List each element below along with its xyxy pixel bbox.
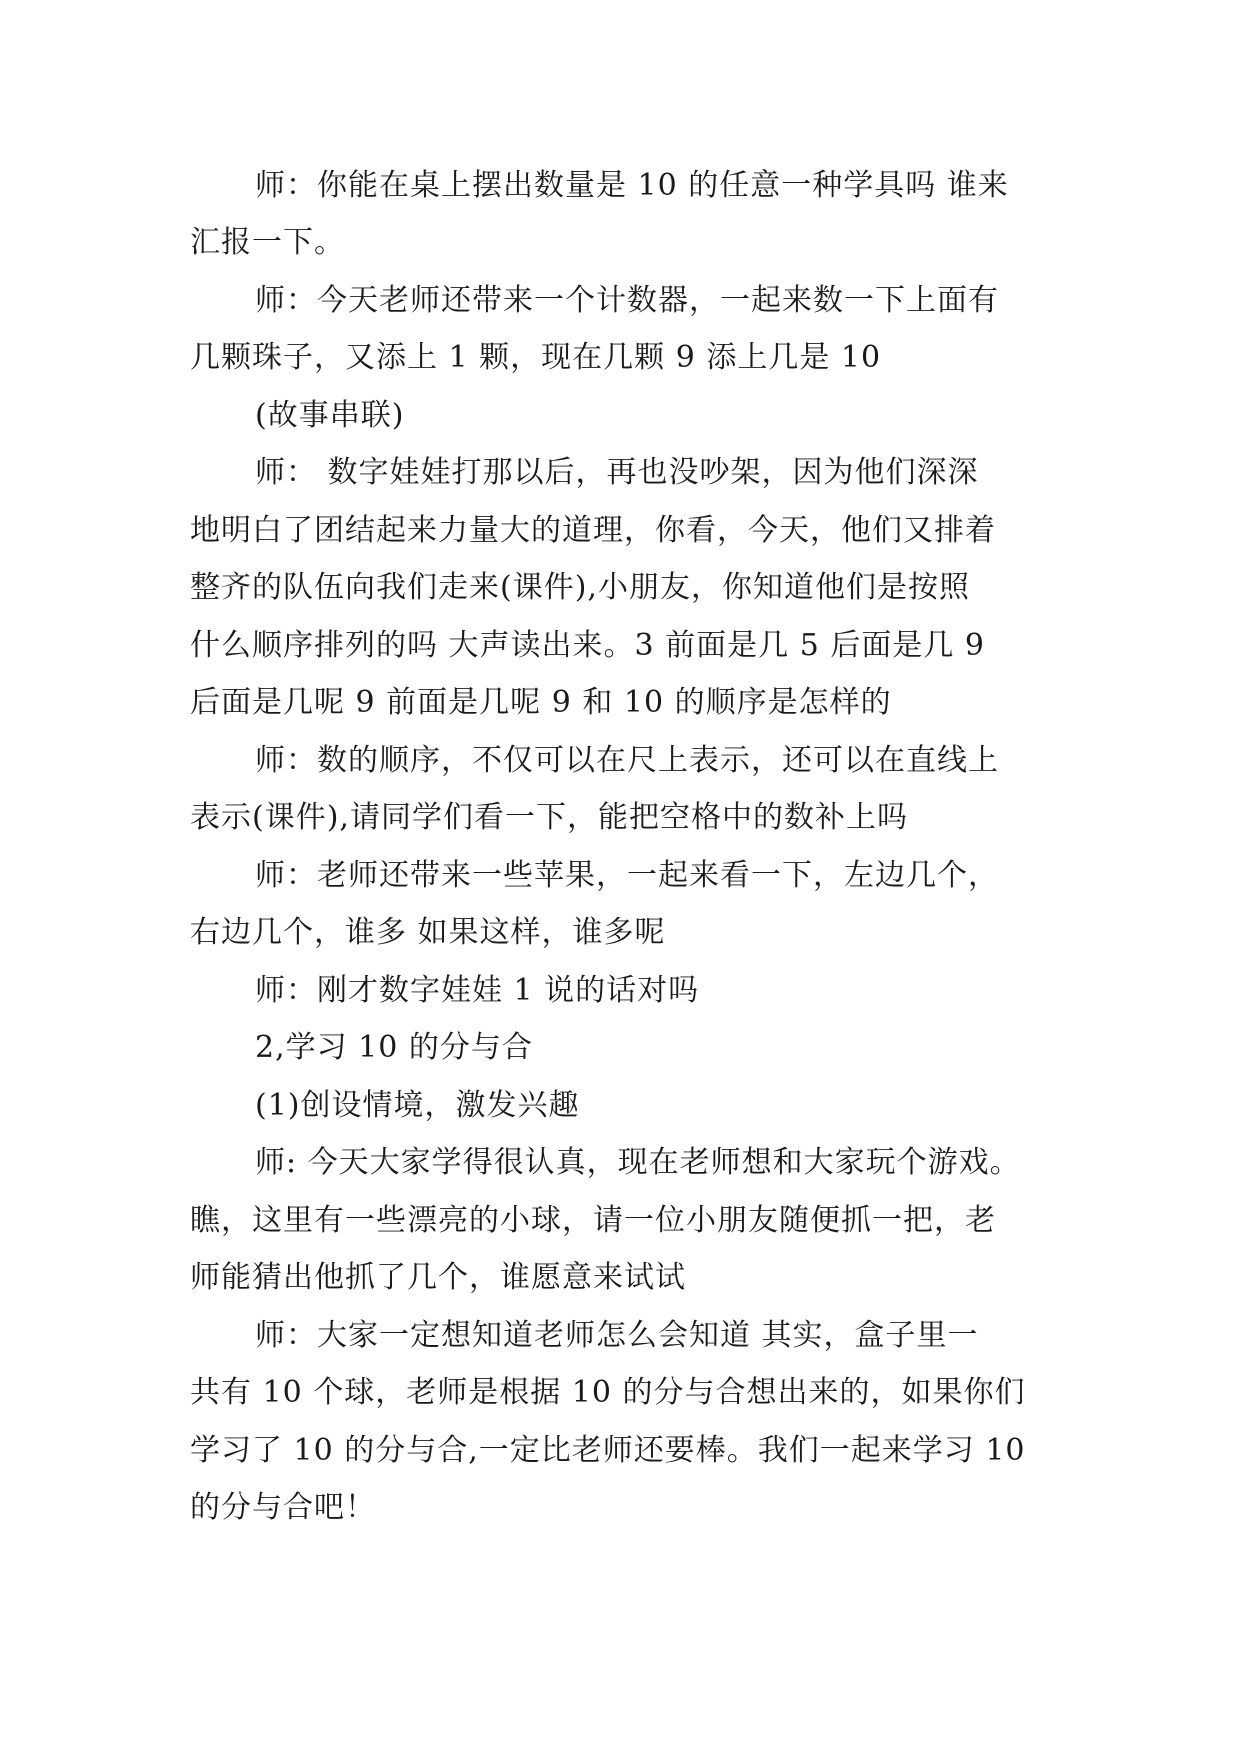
paragraph-line: 右边几个，谁多 如果这样，谁多呢	[190, 915, 666, 950]
paragraph-line: 师： 数字娃娃打那以后，再也没吵架，因为他们深深	[255, 455, 979, 490]
paragraph-line: 师能猜出他抓了几个，谁愿意来试试	[190, 1260, 686, 1295]
paragraph-line: 师：今天老师还带来一个计数器，一起来数一下上面有	[255, 283, 999, 318]
paragraph-line: 师：刚才数字娃娃 1 说的话对吗	[255, 973, 700, 1008]
paragraph-line: 表示(课件),请同学们看一下，能把空格中的数补上吗	[190, 800, 908, 835]
section-heading: 2,学习 10 的分与合	[255, 1030, 533, 1065]
paragraph-line: 师：老师还带来一些苹果，一起来看一下，左边几个，	[255, 858, 999, 893]
paragraph-line: 共有 10 个球，老师是根据 10 的分与合想出来的，如果你们	[190, 1375, 1026, 1410]
paragraph-line: 师：大家一定想知道老师怎么会知道 其实，盒子里一	[255, 1318, 979, 1353]
paragraph-line: 后面是几呢 9 前面是几呢 9 和 10 的顺序是怎样的	[190, 685, 892, 720]
paragraph-line: 师: 今天大家学得很认真，现在老师想和大家玩个游戏。	[255, 1145, 1021, 1180]
paragraph-line: 师：你能在桌上摆出数量是 10 的任意一种学具吗 谁来	[255, 168, 1009, 203]
subsection-heading: (1)创设情境，激发兴趣	[255, 1088, 580, 1123]
paragraph-line: 汇报一下。	[190, 225, 345, 260]
paragraph-line: 几颗珠子，又添上 1 颗，现在几颗 9 添上几是 10	[190, 340, 882, 375]
paragraph-line: (故事串联)	[255, 398, 405, 433]
paragraph-line: 整齐的队伍向我们走来(课件),小朋友，你知道他们是按照	[190, 570, 970, 605]
paragraph-line: 的分与合吧！	[190, 1490, 376, 1525]
paragraph-line: 学习了 10 的分与合,一定比老师还要棒。我们一起来学习 10	[190, 1433, 1026, 1468]
paragraph-line: 什么顺序排列的吗 大声读出来。3 前面是几 5 后面是几 9	[190, 628, 985, 663]
paragraph-line: 地明白了团结起来力量大的道理，你看，今天，他们又排着	[190, 513, 996, 548]
paragraph-line: 师：数的顺序，不仅可以在尺上表示，还可以在直线上	[255, 743, 999, 778]
paragraph-line: 瞧，这里有一些漂亮的小球，请一位小朋友随便抓一把，老	[190, 1203, 996, 1238]
